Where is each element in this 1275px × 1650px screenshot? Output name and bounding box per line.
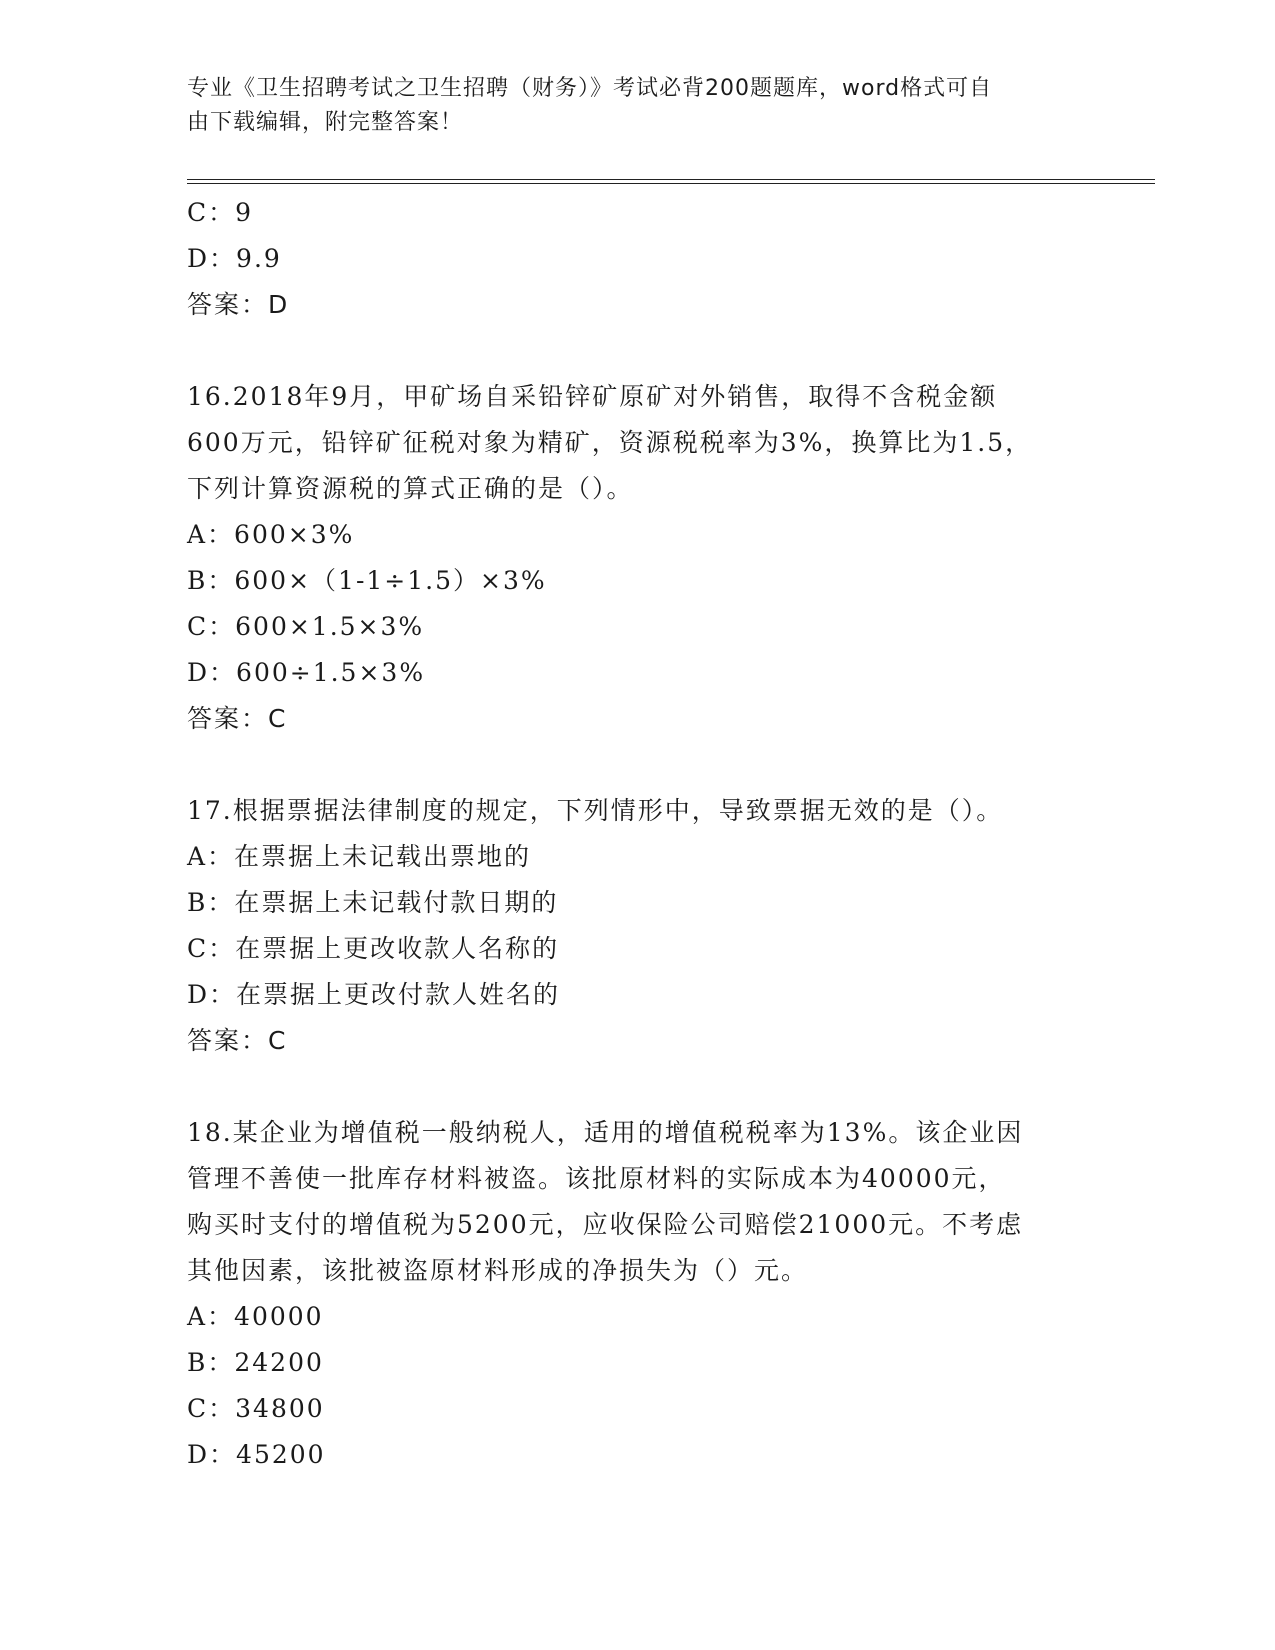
question-text-line: 16.2018年9月，甲矿场自采铅锌矿原矿对外销售，取得不含税金额 [187, 382, 998, 411]
question-list [187, 190, 1087, 1478]
prev-question [187, 190, 1087, 328]
option-d: D：在票据上更改付款人姓名的 [187, 980, 561, 1009]
option-b: B：600×（1-1÷1.5）×3% [187, 566, 547, 595]
question-text-line: 18.某企业为增值税一般纳税人，适用的增值税税率为13%。该企业因 [187, 1118, 1024, 1147]
option-d: D：9.9 [187, 244, 282, 273]
option-d: D：600÷1.5×3% [187, 658, 426, 687]
question-text [187, 374, 1087, 512]
answer-line: 答案：C [187, 1026, 288, 1055]
question-text [187, 788, 1087, 834]
question-text-line: 其他因素，该批被盗原材料形成的净损失为（）元。 [187, 1256, 809, 1285]
option-b: B：在票据上未记载付款日期的 [187, 888, 559, 917]
document-header [187, 72, 1067, 140]
spacer [187, 742, 1087, 788]
question-text-line: 管理不善使一批库存材料被盗。该批原材料的实际成本为40000元， [187, 1164, 1006, 1193]
question-text-line: 17.根据票据法律制度的规定，下列情形中，导致票据无效的是（）。 [187, 796, 1004, 825]
answer-line: 答案：D [187, 290, 290, 319]
option-a: A：在票据上未记载出票地的 [187, 842, 532, 871]
question-18 [187, 1110, 1087, 1478]
question-16 [187, 374, 1087, 742]
option-c: C：600×1.5×3% [187, 612, 425, 641]
header-divider-top [187, 179, 1155, 180]
option-c: C：9 [187, 198, 254, 227]
option-d: D：45200 [187, 1440, 326, 1469]
option-c: C：在票据上更改收款人名称的 [187, 934, 560, 963]
header-divider-bottom [187, 183, 1155, 184]
spacer [187, 328, 1087, 374]
option-a: A：40000 [187, 1302, 324, 1331]
question-17 [187, 788, 1087, 1064]
answer-line: 答案：C [187, 704, 288, 733]
header-line-2: 由下载编辑，附完整答案！ [187, 110, 464, 135]
question-text-line: 600万元，铅锌矿征税对象为精矿，资源税税率为3%，换算比为1.5， [187, 428, 1033, 457]
question-text-line: 下列计算资源税的算式正确的是（）。 [187, 474, 634, 503]
question-text [187, 1110, 1087, 1294]
option-b: B：24200 [187, 1348, 324, 1377]
option-a: A：600×3% [187, 520, 355, 549]
spacer [187, 1064, 1087, 1110]
question-text-line: 购买时支付的增值税为5200元，应收保险公司赔偿21000元。不考虑 [187, 1210, 1024, 1239]
header-line-1: 专业《卫生招聘考试之卫生招聘（财务）》考试必背200题题库，word格式可自 [187, 76, 993, 101]
option-c: C：34800 [187, 1394, 325, 1423]
